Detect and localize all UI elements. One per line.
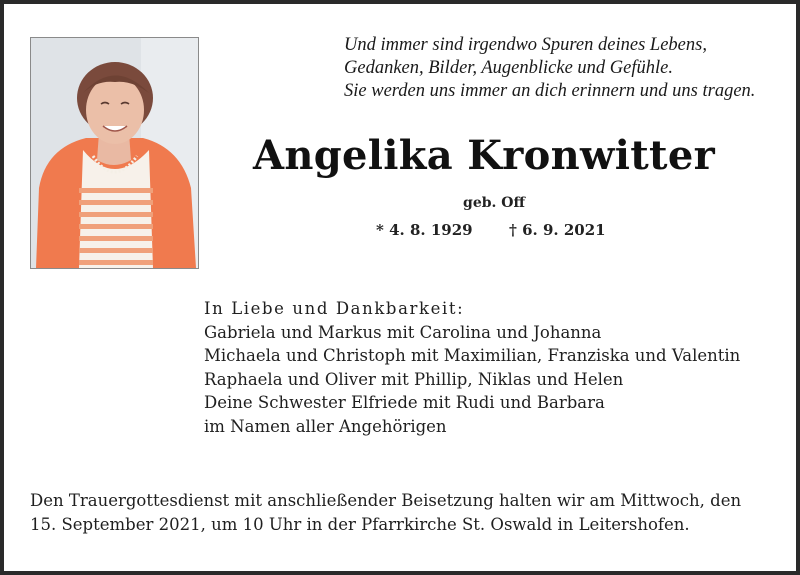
portrait-illustration: [31, 38, 198, 268]
service-line: Den Trauergottesdienst mit anschließender Beisetzung halten wir am Mittwoch, den: [30, 491, 742, 510]
service-line: 15. September 2021, um 10 Uhr in der Pfarrkirche St. Oswald in Leitershofen.: [30, 515, 690, 534]
funeral-service-notice: [30, 489, 775, 537]
memorial-quote: [344, 34, 784, 103]
mourners-heading: In Liebe und Dankbarkeit:: [204, 299, 465, 318]
mourner-line: Deine Schwester Elfriede mit Rudi und Barbara: [204, 393, 605, 412]
mourner-line: im Namen aller Angehörigen: [204, 416, 447, 436]
portrait-photo: [30, 37, 199, 269]
mourners-list: [204, 297, 794, 438]
quote-line: Gedanken, Bilder, Augenblicke und Gefühle.: [344, 58, 673, 78]
quote-line: Sie werden uns immer an dich erinnern und uns tragen.: [344, 81, 756, 101]
death-date: † 6. 9. 2021: [509, 221, 606, 239]
quote-line: Und immer sind irgendwo Spuren deines Lebens,: [344, 35, 707, 55]
mourner-line: Gabriela und Markus mit Carolina und Johanna: [204, 322, 602, 342]
mourner-line: Raphaela und Oliver mit Phillip, Niklas und Helen: [204, 369, 624, 389]
birth-date: * 4. 8. 1929: [376, 221, 473, 239]
mourner-line: Michaela und Christoph mit Maximilian, Franziska und Valentin: [204, 346, 741, 365]
deceased-name: Angelika Kronwitter: [253, 132, 715, 179]
birth-name: geb. Off: [463, 195, 525, 211]
